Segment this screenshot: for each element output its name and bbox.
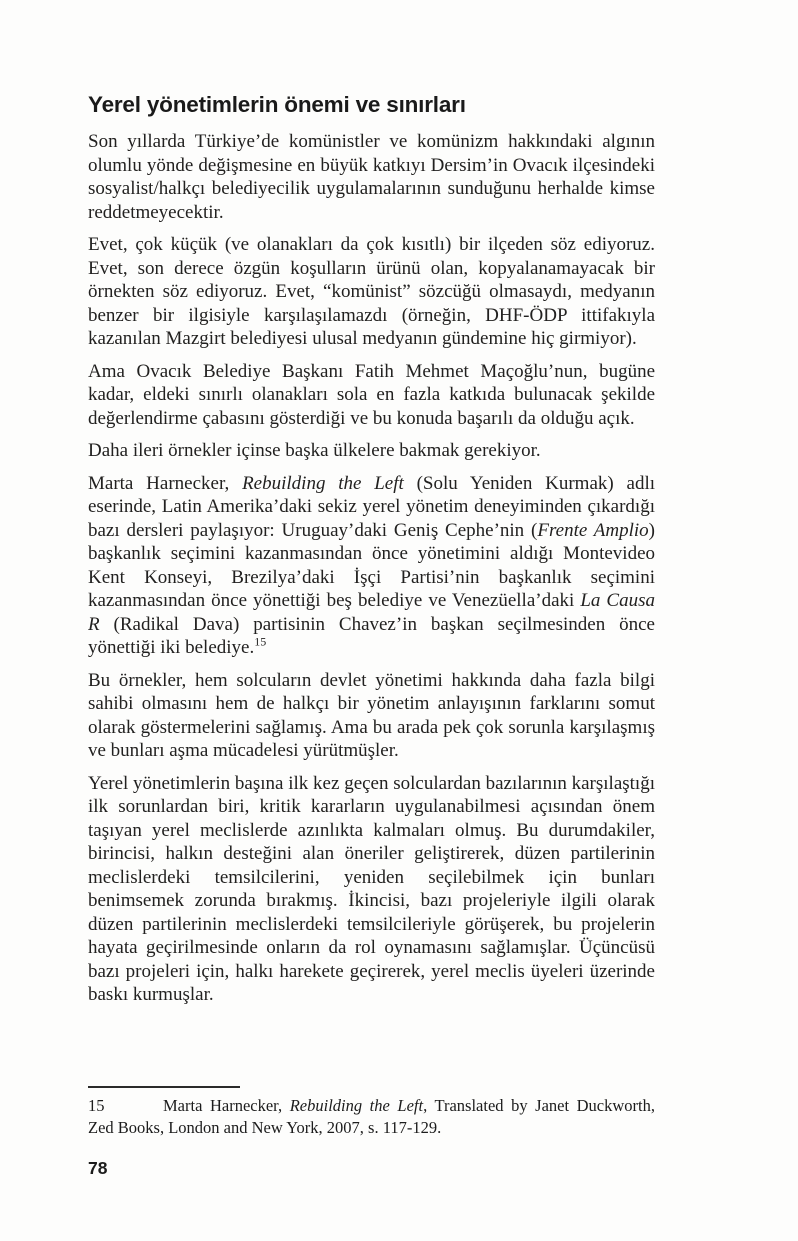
paragraph-1: Son yıllarda Türkiye’de komünistler ve komünizm hakkındaki algının olumlu yönde değişmesine en büyük katkıyı Dersim’in Ovacık ilçesindeki sosyalist/halkçı belediyecilik uygulamalarının sunduğunu herhalde kimse reddetmeyecektir.	[88, 131, 655, 223]
text-segment: , Translated by Janet Duckworth, Zed Books, London and New York, 2007, s. 117-129.	[88, 1096, 655, 1137]
footnote-separator	[88, 1086, 240, 1088]
paragraph-6: Bu örnekler, hem solcuların devlet yönetimi hakkında daha fazla bilgi sahibi olmasını hem de halkçı bir yönetim anlayışının farklarını somut olarak göstermelerini sağlamış. Ama bu arada pek çok sorunla karşılaşmış ve bunları aşma mücadelesi yürütmüşler.	[88, 669, 655, 761]
section-heading: Yerel yönetimlerin önemi ve sınırları	[88, 92, 466, 117]
party-name-italic: La Causa R	[88, 590, 655, 635]
footnote-reference: 15	[254, 634, 267, 649]
text-segment: (Solu Yeniden Kurmak) adlı eserinde, Latin Amerika’daki sekiz yerel yönetim deneyiminden çıkardığı bazı dersleri paylaşıyor: Uruguay’daki Geniş Cephe’nin (	[88, 472, 655, 541]
text-segment: Marta Harnecker,	[163, 1096, 290, 1115]
text-block	[88, 92, 655, 1080]
paragraph-3: Ama Ovacık Belediye Başkanı Fatih Mehmet Maçoğlu’nun, bugüne kadar, eldeki sınırlı olanakları sola en fazla katkıda bulunacak şekilde değerlendirme çabasını gösterdiği ve bu konuda başarılı da olduğu açık.	[88, 360, 655, 429]
footnote-number: 15	[88, 1096, 105, 1115]
paragraph-7: Yerel yönetimlerin başına ilk kez geçen solculardan bazılarının karşılaştığı ilk sorunlardan biri, kritik kararların uygulanabilmesi açısından önem taşıyan yerel meclislerde azınlıkta kalmaları olmuş. Bu durumdakiler, birincisi, halkın desteğini alan öneriler geliştirerek, düzen partilerinin meclislerdeki temsilcilerini, yeniden seçilebilmek için bunları benimsemek zorunda bırakmış. İkincisi, bazı projeleriyle ilgili olarak düzen partilerinin meclislerdeki temsilcileriyle görüşerek, bu projelerin hayata geçirilmesinde onların da rol oynamasını sağlamışlar. Üçüncüsü bazı projeleri için, halkı harekete geçirerek, yerel meclis üyeleri üzerinde baskı kurmuşlar.	[88, 772, 655, 1005]
book-title-italic: Rebuilding the Left	[289, 1096, 424, 1115]
book-title-italic: Rebuilding the Left	[242, 472, 404, 494]
text-segment: Marta Harnecker,	[88, 472, 243, 494]
text-segment: ) başkanlık seçimini kazanmasından önce yönetimini aldığı Montevideo Kent Konseyi, Brezilya’daki İşçi Partisi’nin başkanlık seçimini kazanmasından önce yönettiği beş belediye ve Venezüella’daki	[88, 519, 655, 611]
footnote-block	[88, 1086, 655, 1138]
footnote	[88, 1095, 655, 1138]
paragraph-2: Evet, çok küçük (ve olanakları da çok kısıtlı) bir ilçeden söz ediyoruz. Evet, son derece özgün koşulların ürünü olan, kopyalanamayacak bir örnekten söz ediyoruz. Evet, “komünist” sözcüğü olmasaydı, medyanın benzer bir ilgisiyle karşılaşılamazdı (örneğin, DHF-ÖDP ittifakıyla kazanılan Mazgirt belediyesi ulusal medyanın gündemine hiç girmiyor).	[88, 234, 655, 349]
text-segment: (Radikal Dava) partisinin Chavez’in başkan seçilmesinden önce yönettiği iki belediye.	[88, 613, 655, 658]
party-name-italic: Frente Amplio	[537, 519, 649, 541]
paragraph-4: Daha ileri örnekler içinse başka ülkelere bakmak gerekiyor.	[88, 440, 541, 461]
paragraph-5	[88, 472, 655, 660]
page-number: 78	[88, 1158, 108, 1178]
